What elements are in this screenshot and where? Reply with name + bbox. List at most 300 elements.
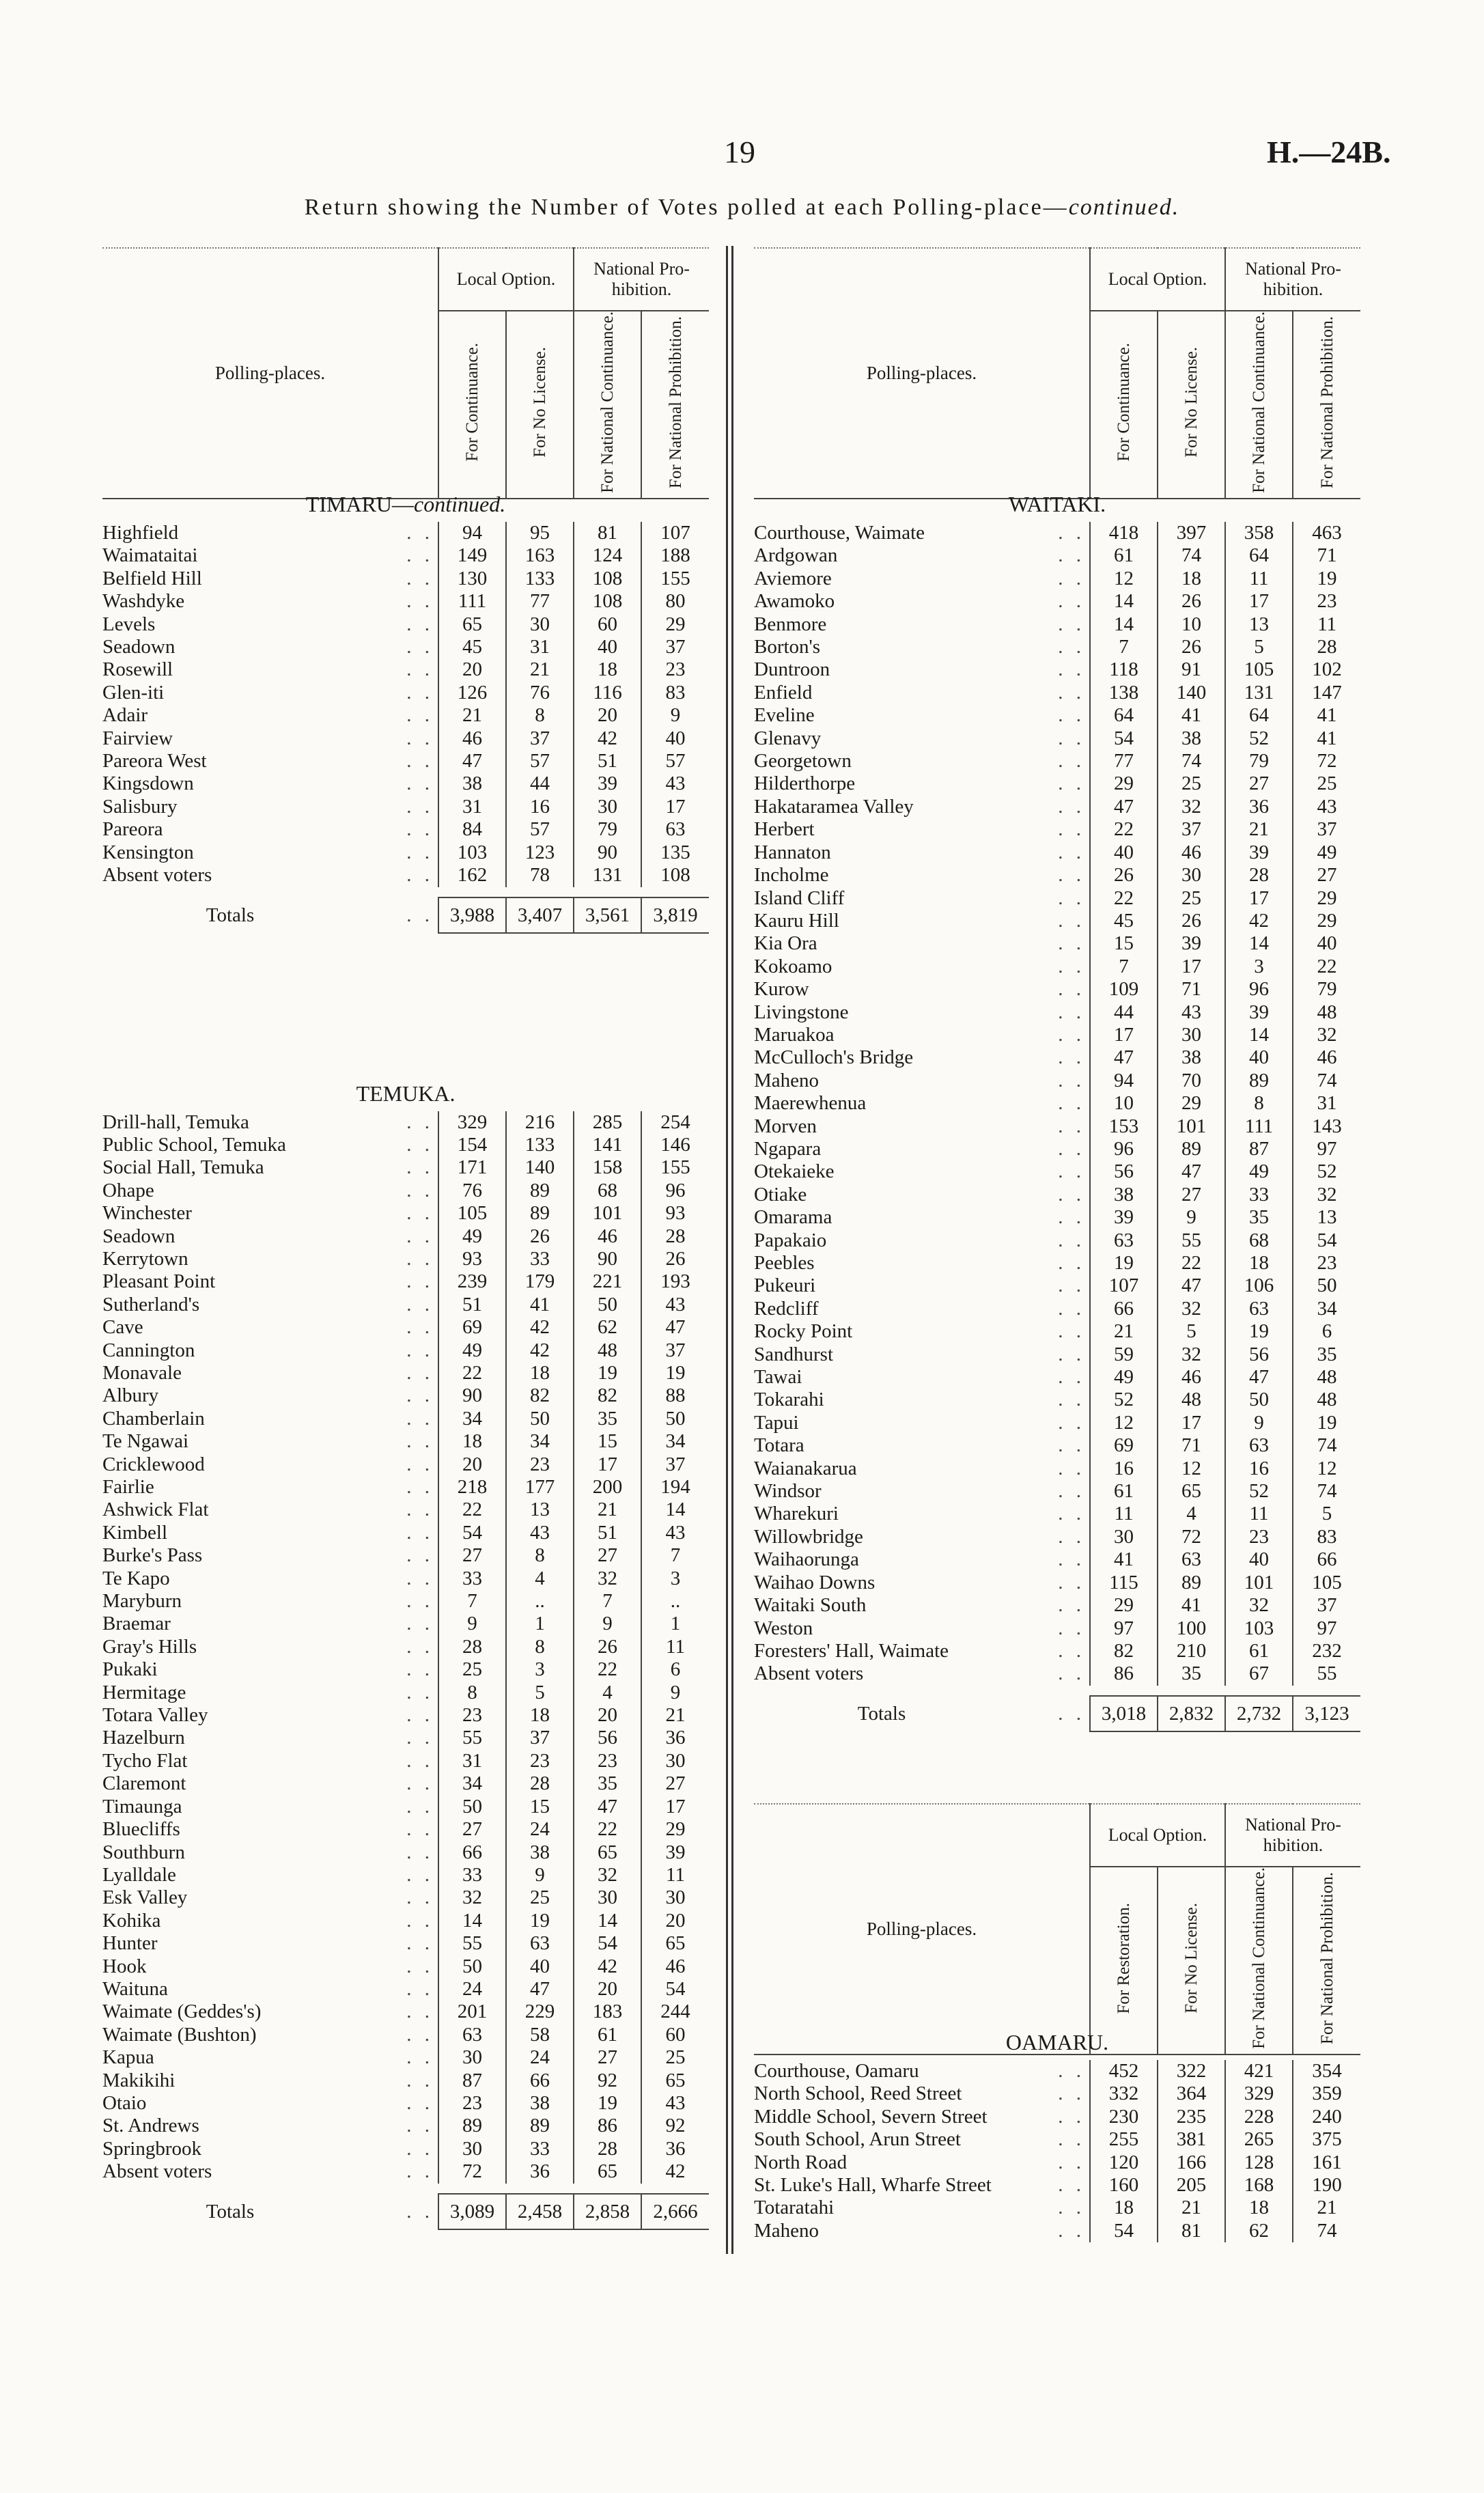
table-row: [754, 682, 1360, 704]
waitaki-heading: WAITAKI.: [1008, 492, 1106, 516]
vote-count: 118: [1090, 658, 1158, 681]
vote-count: 54: [1293, 1229, 1360, 1252]
totals-label: Totals: [857, 1702, 906, 1725]
leader-dots: . .: [406, 590, 434, 613]
vote-count: 30: [438, 2046, 506, 2069]
polling-place-name: Wharekuri: [754, 1503, 839, 1525]
leader-dots: . .: [1058, 2197, 1085, 2219]
vote-count: 61: [1090, 1480, 1158, 1503]
vote-count: 54: [438, 1522, 506, 1544]
vote-count: 27: [1293, 864, 1360, 887]
vote-count: 81: [574, 522, 641, 544]
vote-count: 66: [506, 2070, 574, 2092]
vote-count: 18: [438, 1430, 506, 1453]
table-row: [754, 1594, 1360, 1617]
leader-dots: . .: [406, 658, 434, 681]
vote-count: 22: [438, 1362, 506, 1384]
leader-dots: . .: [1058, 955, 1085, 977]
vote-count: 82: [574, 1384, 641, 1407]
polling-place-name: Tawai: [754, 1366, 802, 1389]
polling-place-name: Pukaki: [102, 1658, 158, 1681]
vote-count: 101: [1158, 1115, 1225, 1138]
table-row: [754, 1024, 1360, 1046]
header-for-national-prohibition: For National Prohibition.: [666, 316, 685, 488]
vote-count: 77: [1090, 750, 1158, 772]
vote-count: 70: [1158, 1070, 1225, 1092]
table-row: [754, 864, 1360, 887]
leader-dots: . .: [406, 1681, 434, 1703]
vote-count: 140: [506, 1156, 574, 1179]
vote-count: 37: [506, 727, 574, 750]
table-row: [754, 1160, 1360, 1183]
polling-place-name: Hannaton: [754, 841, 831, 863]
vote-count: 65: [641, 1932, 709, 1955]
leader-dots: . .: [1058, 1092, 1085, 1115]
leader-dots: . .: [1058, 1434, 1085, 1457]
vote-count: 57: [506, 750, 574, 772]
vote-count: 13: [506, 1499, 574, 1521]
vote-count: 30: [641, 1750, 709, 1772]
vote-count: 254: [641, 1111, 709, 1134]
vote-count: 38: [1158, 1046, 1225, 1069]
vote-count: 54: [574, 1932, 641, 1955]
table-row: [102, 864, 709, 887]
vote-count: 21: [1225, 818, 1293, 841]
polling-place-name: Duntroon: [754, 658, 830, 681]
vote-count: 7: [574, 1590, 641, 1613]
vote-count: 43: [1293, 796, 1360, 818]
vote-count: 27: [1158, 1184, 1225, 1206]
waitaki-section: [754, 486, 1360, 1686]
vote-count: 28: [574, 2138, 641, 2160]
polling-place-name: Tokarahi: [754, 1389, 824, 1411]
vote-count: 21: [1090, 1320, 1158, 1343]
vote-count: 21: [506, 658, 574, 681]
table-row: [102, 1978, 709, 2001]
vote-count: 71: [1293, 544, 1360, 567]
vote-count: 359: [1293, 2083, 1360, 2105]
vote-count: 39: [1225, 841, 1293, 864]
table-row: [754, 2151, 1360, 2174]
table-row: [102, 1384, 709, 1407]
vote-count: 37: [641, 1339, 709, 1362]
vote-count: 51: [574, 750, 641, 772]
vote-count: 19: [506, 1910, 574, 1932]
table-row: [102, 1568, 709, 1590]
vote-count: 126: [438, 682, 506, 704]
total-count: 3,561: [574, 897, 641, 933]
table-row: [102, 1590, 709, 1613]
leader-dots: . .: [1058, 818, 1085, 841]
table-row: [102, 1796, 709, 1818]
leader-dots: . .: [1058, 864, 1085, 887]
polling-place-name: Kensington: [102, 841, 194, 863]
vote-count: 22: [438, 1499, 506, 1521]
vote-count: 107: [1090, 1275, 1158, 1297]
polling-place-name: McCulloch's Bridge: [754, 1046, 914, 1069]
table-row: [102, 2046, 709, 2069]
leader-dots: . .: [1058, 909, 1085, 932]
table-row: [754, 978, 1360, 1001]
table-row: [102, 1476, 709, 1499]
polling-place-name: Ngapara: [754, 1137, 822, 1160]
vote-count: 41: [506, 1294, 574, 1316]
vote-count: 26: [1158, 910, 1225, 932]
vote-count: 17: [1158, 1412, 1225, 1434]
vote-count: 88: [641, 1384, 709, 1407]
vote-count: 47: [438, 750, 506, 772]
timaru-section: [102, 486, 709, 887]
polling-place-name: Hunter: [102, 1932, 158, 1955]
vote-count: 11: [1225, 1503, 1293, 1525]
leader-dots: . .: [1058, 1115, 1085, 1137]
vote-count: 81: [1158, 2220, 1225, 2242]
polling-place-name: Awamoko: [754, 590, 835, 613]
polling-place-name: Willowbridge: [754, 1525, 863, 1548]
vote-count: 229: [506, 2001, 574, 2023]
vote-count: 3: [1225, 956, 1293, 978]
vote-count: 155: [641, 1156, 709, 1179]
polling-place-name: Cannington: [102, 1339, 195, 1361]
vote-count: 46: [1158, 841, 1225, 864]
vote-count: 83: [641, 682, 709, 704]
leader-dots: . .: [406, 1293, 434, 1315]
vote-count: 19: [1293, 568, 1360, 590]
vote-count: 240: [1293, 2106, 1360, 2128]
vote-count: 34: [506, 1430, 574, 1453]
leader-dots: . .: [406, 818, 434, 841]
table-row: [102, 1499, 709, 1521]
polling-place-name: Pareora: [102, 818, 163, 841]
vote-count: 63: [1158, 1548, 1225, 1571]
leader-dots: . .: [406, 1909, 434, 1932]
table-row: [754, 1640, 1360, 1662]
total-count: 3,018: [1090, 1696, 1158, 1731]
vote-count: 66: [1090, 1298, 1158, 1320]
table-row: [102, 1430, 709, 1453]
vote-count: 131: [574, 864, 641, 887]
vote-count: 18: [1090, 2197, 1158, 2219]
vote-count: 96: [641, 1180, 709, 1202]
vote-count: 23: [506, 1453, 574, 1476]
leader-dots: . .: [1058, 1229, 1085, 1251]
table-row: [102, 818, 709, 841]
table-row: [102, 772, 709, 795]
vote-count: 43: [641, 2092, 709, 2115]
vote-count: 14: [574, 1910, 641, 1932]
vote-count: 10: [1090, 1092, 1158, 1115]
table-row: [754, 956, 1360, 978]
leader-dots: . .: [1058, 658, 1085, 681]
vote-count: 33: [438, 1568, 506, 1590]
leader-dots: . .: [1058, 1503, 1085, 1525]
vote-count: 23: [641, 658, 709, 681]
leader-dots: . .: [1058, 2083, 1085, 2105]
vote-count: 92: [641, 2115, 709, 2137]
header-national-prohibition: National Pro-hibition.: [574, 248, 709, 311]
vote-count: 57: [506, 818, 574, 841]
vote-count: 9: [1225, 1412, 1293, 1434]
vote-count: 30: [1090, 1526, 1158, 1548]
leader-dots: . .: [406, 1202, 434, 1225]
leader-dots: . .: [406, 1658, 434, 1681]
leader-dots: . .: [406, 544, 434, 567]
vote-count: 20: [574, 1978, 641, 2001]
vote-count: 6: [641, 1658, 709, 1681]
vote-count: 74: [1293, 2220, 1360, 2242]
polling-place-name: Sandhurst: [754, 1343, 833, 1365]
vote-count: 65: [641, 2070, 709, 2092]
vote-count: 90: [574, 841, 641, 864]
vote-count: 50: [574, 1294, 641, 1316]
vote-count: 38: [506, 2092, 574, 2115]
vote-count: 397: [1158, 522, 1225, 544]
polling-place-name: Waituna: [102, 1977, 168, 2000]
table-row: [754, 1001, 1360, 1024]
vote-count: 358: [1225, 522, 1293, 544]
table-row: [102, 796, 709, 818]
leader-dots: . .: [1058, 772, 1085, 795]
polling-place-name: Lyalldale: [102, 1863, 176, 1886]
vote-count: 19: [574, 2092, 641, 2115]
table-row: [754, 1206, 1360, 1229]
vote-count: 25: [1158, 887, 1225, 910]
vote-count: 63: [1090, 1229, 1158, 1252]
vote-count: 47: [1225, 1366, 1293, 1389]
vote-count: 8: [506, 1544, 574, 1567]
vote-count: 205: [1158, 2174, 1225, 2197]
polling-place-name: Braemar: [102, 1613, 171, 1635]
vote-count: 8: [506, 1636, 574, 1658]
table-row: [754, 613, 1360, 636]
vote-count: 26: [1158, 590, 1225, 613]
polling-place-name: St. Luke's Hall, Wharfe Street: [754, 2174, 992, 2197]
leader-dots: . .: [406, 522, 434, 544]
vote-count: 9: [506, 1864, 574, 1886]
vote-count: 265: [1225, 2128, 1293, 2151]
vote-count: 188: [641, 544, 709, 567]
vote-count: 63: [641, 818, 709, 841]
polling-place-name: Omarama: [754, 1206, 832, 1229]
waitaki-results-table: [754, 486, 1360, 1732]
vote-count: 35: [1158, 1662, 1225, 1685]
leader-dots: . .: [1058, 1023, 1085, 1046]
table-row: [102, 1270, 709, 1293]
leader-dots: . .: [406, 1247, 434, 1270]
vote-count: 33: [1225, 1184, 1293, 1206]
leader-dots: . .: [406, 1111, 434, 1133]
vote-count: 66: [1293, 1548, 1360, 1571]
vote-count: 30: [641, 1886, 709, 1909]
vote-count: 285: [574, 1111, 641, 1134]
vote-count: 29: [1293, 910, 1360, 932]
vote-count: 55: [1158, 1229, 1225, 1252]
table-row: [102, 1658, 709, 1681]
polling-place-name: Salisbury: [102, 795, 178, 818]
vote-count: 37: [1293, 818, 1360, 841]
header-polling-places: Polling-places.: [754, 1804, 1090, 2055]
polling-place-name: Maheno: [754, 2219, 820, 2242]
vote-count: 41: [1158, 704, 1225, 727]
vote-count: 21: [574, 1499, 641, 1521]
vote-count: 8: [506, 704, 574, 727]
leader-dots: . .: [406, 1841, 434, 1863]
leader-dots: . .: [1058, 978, 1085, 1001]
vote-count: 105: [1293, 1572, 1360, 1594]
vote-count: 64: [1225, 544, 1293, 567]
leader-dots: . .: [1058, 681, 1085, 704]
vote-count: 128: [1225, 2151, 1293, 2174]
vote-count: 21: [438, 704, 506, 727]
leader-dots: . .: [406, 1955, 434, 1977]
table-row: [754, 727, 1360, 750]
vote-count: 96: [1225, 978, 1293, 1001]
vote-count: 43: [641, 1294, 709, 1316]
polling-place-name: Courthouse, Waimate: [754, 522, 925, 544]
leader-dots: . .: [1058, 2174, 1085, 2197]
table-row: [754, 1138, 1360, 1160]
polling-place-name: Winchester: [102, 1202, 192, 1225]
vote-count: 381: [1158, 2128, 1225, 2151]
vote-count: 1: [506, 1613, 574, 1635]
leader-dots: . .: [1058, 1571, 1085, 1593]
vote-count: 22: [1158, 1252, 1225, 1275]
vote-count: 89: [1158, 1138, 1225, 1160]
polling-place-name: Monavale: [102, 1361, 182, 1384]
leader-dots: . .: [1058, 1137, 1085, 1160]
vote-count: 4: [574, 1682, 641, 1704]
vote-count: 52: [1225, 1480, 1293, 1503]
vote-count: 44: [1090, 1001, 1158, 1024]
polling-place-name: Totara Valley: [102, 1704, 208, 1727]
table-row: [102, 2070, 709, 2092]
vote-count: 8: [1225, 1092, 1293, 1115]
vote-count: 418: [1090, 522, 1158, 544]
vote-count: 30: [438, 2138, 506, 2160]
polling-place-name: Kohika: [102, 1909, 161, 1932]
leader-dots: . .: [406, 636, 434, 658]
polling-place-name: Levels: [102, 613, 156, 635]
leader-dots: . .: [406, 2046, 434, 2069]
leader-dots: . .: [406, 1635, 434, 1658]
vote-count: 452: [1090, 2060, 1158, 2083]
vote-count: 105: [1225, 658, 1293, 681]
vote-count: 235: [1158, 2106, 1225, 2128]
vote-count: 23: [506, 1750, 574, 1772]
vote-count: 23: [1293, 1252, 1360, 1275]
table-row: [102, 1727, 709, 1749]
leader-dots: . .: [1058, 1001, 1085, 1023]
vote-count: 463: [1293, 522, 1360, 544]
leader-dots: . .: [1058, 2105, 1085, 2128]
leader-dots: . .: [1058, 932, 1085, 955]
polling-place-name: Herbert: [754, 818, 815, 841]
polling-place-name: Makikihi: [102, 2069, 176, 2091]
vote-count: 20: [438, 658, 506, 681]
vote-count: 18: [1158, 568, 1225, 590]
vote-count: 77: [506, 590, 574, 613]
table-row: [102, 1156, 709, 1179]
vote-count: 140: [1158, 682, 1225, 704]
vote-count: 65: [1158, 1480, 1225, 1503]
polling-place-name: Waitaki South: [754, 1594, 867, 1617]
leader-dots: . .: [406, 2160, 434, 2183]
vote-count: 4: [1158, 1503, 1225, 1525]
oamaru-results-table: [754, 2024, 1360, 2242]
table-row: [102, 1316, 709, 1339]
table-row: [754, 2128, 1360, 2151]
polling-place-name: Tapui: [754, 1411, 799, 1434]
table-row: [754, 1458, 1360, 1480]
leader-dots: . .: [1058, 1183, 1085, 1206]
vote-count: 13: [1293, 1206, 1360, 1229]
table-row: [754, 887, 1360, 910]
vote-count: 161: [1293, 2151, 1360, 2174]
header-local-option: Local Option.: [1090, 1804, 1225, 1867]
leader-dots: . .: [1058, 590, 1085, 613]
vote-count: 230: [1090, 2106, 1158, 2128]
table-row: [102, 1772, 709, 1795]
vote-count: 48: [574, 1339, 641, 1362]
vote-count: 37: [506, 1727, 574, 1749]
polling-place-name: Cave: [102, 1316, 143, 1339]
table-row: [102, 2024, 709, 2046]
vote-count: 47: [1158, 1160, 1225, 1183]
table-row: [102, 727, 709, 750]
polling-place-name: Courthouse, Oamaru: [754, 2060, 919, 2082]
left-column-header: [102, 247, 709, 499]
vote-count: 20: [574, 1704, 641, 1727]
leader-dots: . .: [406, 1339, 434, 1361]
vote-count: 60: [574, 613, 641, 636]
vote-count: 61: [1090, 544, 1158, 567]
vote-count: 190: [1293, 2174, 1360, 2197]
leader-dots: . .: [1058, 613, 1085, 635]
vote-count: 28: [438, 1636, 506, 1658]
vote-count: 133: [506, 1134, 574, 1156]
vote-count: 48: [1158, 1389, 1225, 1411]
center-divider-left: [726, 246, 728, 2254]
leader-dots: . .: [406, 1499, 434, 1521]
vote-count: 32: [1225, 1594, 1293, 1617]
vote-count: 21: [1293, 2197, 1360, 2219]
table-row: [754, 1298, 1360, 1320]
polling-place-name: Burke's Pass: [102, 1544, 203, 1567]
leader-dots: . .: [406, 1133, 434, 1156]
vote-count: 17: [641, 796, 709, 818]
table-row: [102, 544, 709, 567]
vote-count: 168: [1225, 2174, 1293, 2197]
vote-count: 84: [438, 818, 506, 841]
vote-count: 42: [641, 2160, 709, 2183]
leader-dots: . .: [1058, 727, 1085, 749]
leader-dots: . .: [406, 567, 434, 589]
vote-count: 103: [438, 841, 506, 864]
vote-count: 32: [1158, 1298, 1225, 1320]
vote-count: 67: [1225, 1662, 1293, 1685]
polling-place-name: Pareora West: [102, 750, 207, 772]
leader-dots: . .: [1058, 1320, 1085, 1343]
table-row: [102, 636, 709, 658]
polling-place-name: Ohape: [102, 1179, 154, 1201]
vote-count: 79: [1293, 978, 1360, 1001]
leader-dots: . .: [1058, 1275, 1085, 1297]
vote-count: 61: [1225, 1640, 1293, 1662]
leader-dots: . .: [406, 2069, 434, 2091]
polling-place-name: Borton's: [754, 636, 821, 658]
vote-count: 221: [574, 1270, 641, 1293]
table-row: [102, 704, 709, 727]
